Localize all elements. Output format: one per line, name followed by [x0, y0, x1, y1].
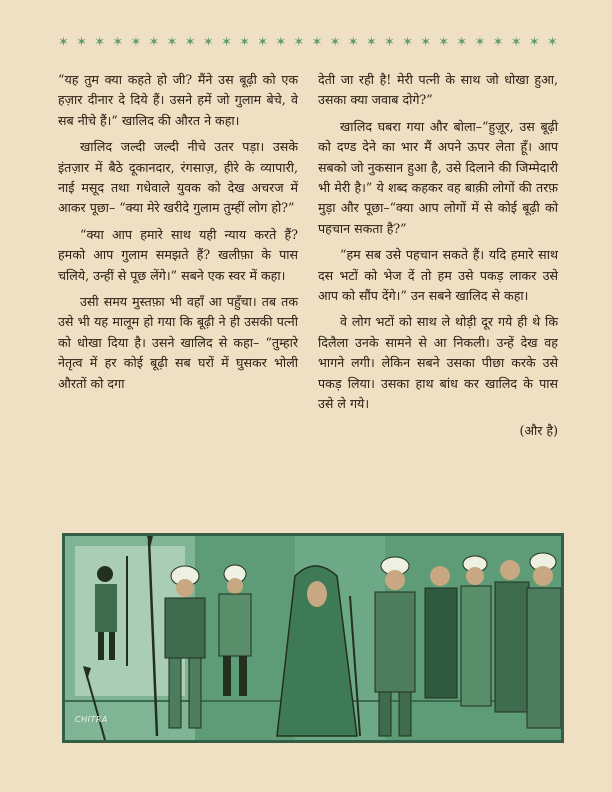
paragraph: खालिद जल्दी जल्दी नीचे उतर पड़ा। उसके इंतज़ार में बैठे दूकानदार, रंगसाज़, हीरे के व्यापारी, नाई मसूद तथा गधेवाले युवक को देख अचरज में आकर पूछा– “क्या मेरे खरीदे गुलाम तुम्हीं लोग हो?”: [58, 139, 298, 216]
border-ornament: ✶: [76, 36, 88, 50]
paragraph: वे लोग भटों को साथ ले थोड़ी दूर गये ही थे कि दिलैला उनके सामने से आ निकली। उन्हें देख वह भागने लगी। लेकिन सबने उसका पीछा करके उसे पकड़ लिया। उसका हाथ बांध कर खालिद के पास उसे ले गये।: [318, 314, 558, 412]
paragraph: “हम सब उसे पहचान सकते हैं। यदि हमारे साथ दस भटों को भेज दें तो हम उसे पकड़ लाकर उसे आप को सौंप देंगे।” उन सबने खालिद से कहा।: [318, 247, 558, 304]
border-ornament: ✶: [365, 36, 377, 50]
border-ornament: ✶: [148, 36, 160, 50]
border-ornament: ✶: [402, 36, 413, 50]
paragraph: “क्या आप हमारे साथ यही न्याय करते हैं? हमको आप गुलाम समझते हैं? खलीफ़ा के पास चलिये, उन्हीं से पूछ लेंगे।” सबने एक स्वर में कहा।: [58, 226, 298, 283]
decorative-border: [58, 36, 558, 50]
paragraph: खालिद घबरा गया और बोला–“हुज़ूर, उस बूढ़ी को दण्ड देने का भार मैं अपने ऊपर लेता हूँ। आप सबको जो नुकसान हुआ है, उसे दिलाने की जिम्मेदारी भी मेरी है।” ये शब्द कहकर वह बाक़ी लोगों की तरफ़ मुड़ा और पूछा–“क्या आप लोगों में से कोई बूढ़ी को पहचान सकता है?”: [318, 118, 558, 236]
border-ornament: ✶: [311, 36, 323, 50]
border-ornament: ✶: [528, 36, 540, 50]
border-ornament: ✶: [166, 36, 178, 50]
border-ornament: ✶: [275, 36, 287, 50]
left-column: [58, 70, 298, 394]
border-ornament: ✶: [383, 36, 395, 50]
border-ornament: ✶: [510, 36, 522, 50]
border-ornament: ✶: [58, 36, 69, 50]
border-ornament: ✶: [546, 36, 558, 50]
story-illustration: [62, 533, 564, 743]
artist-signature: CHITRA: [75, 715, 108, 724]
border-ornament: ✶: [257, 36, 269, 50]
illustration-art: [65, 536, 561, 740]
right-column: [318, 70, 558, 441]
border-ornament: ✶: [184, 36, 196, 50]
border-ornament: ✶: [474, 36, 486, 50]
border-ornament: ✶: [293, 36, 305, 50]
border-ornament: ✶: [130, 36, 142, 50]
border-ornament: ✶: [420, 36, 432, 50]
border-ornament: ✶: [112, 36, 124, 50]
border-ornament: ✶: [347, 36, 359, 50]
border-ornament: ✶: [329, 36, 341, 50]
border-ornament: ✶: [438, 36, 450, 50]
paragraph: उसी समय मुस्तफ़ा भी वहाँ आ पहुँचा। तब तक उसे भी यह मालूम हो गया कि बूढ़ी ने ही उसकी पत्नी को धोखा दिया है। उसने खालिद से कहा– “तुम्हारे नेतृत्व में हर कोई बूढ़ी सब घरों में घुसकर भोली औरतों को दगा: [58, 294, 298, 391]
paragraph: “यह तुम क्या कहते हो जी? मैंने उस बूढ़ी को एक हज़ार दीनार दे दिये हैं। उसने हमें जो गुलाम बेचे, वे सब नीचे हैं।” खालिद की औरत ने कहा।: [58, 72, 298, 128]
border-ornament: ✶: [456, 36, 468, 50]
paragraph: देती जा रही है! मेरी पत्नी के साथ जो धोखा हुआ, उसका क्या जवाब दोगे?”: [318, 72, 558, 108]
border-ornament: ✶: [239, 36, 250, 50]
border-ornament: ✶: [202, 36, 214, 50]
border-ornament: ✶: [220, 36, 232, 50]
border-ornament: ✶: [492, 36, 504, 50]
continued-label: (और है): [519, 422, 558, 438]
border-ornament: ✶: [94, 36, 106, 50]
